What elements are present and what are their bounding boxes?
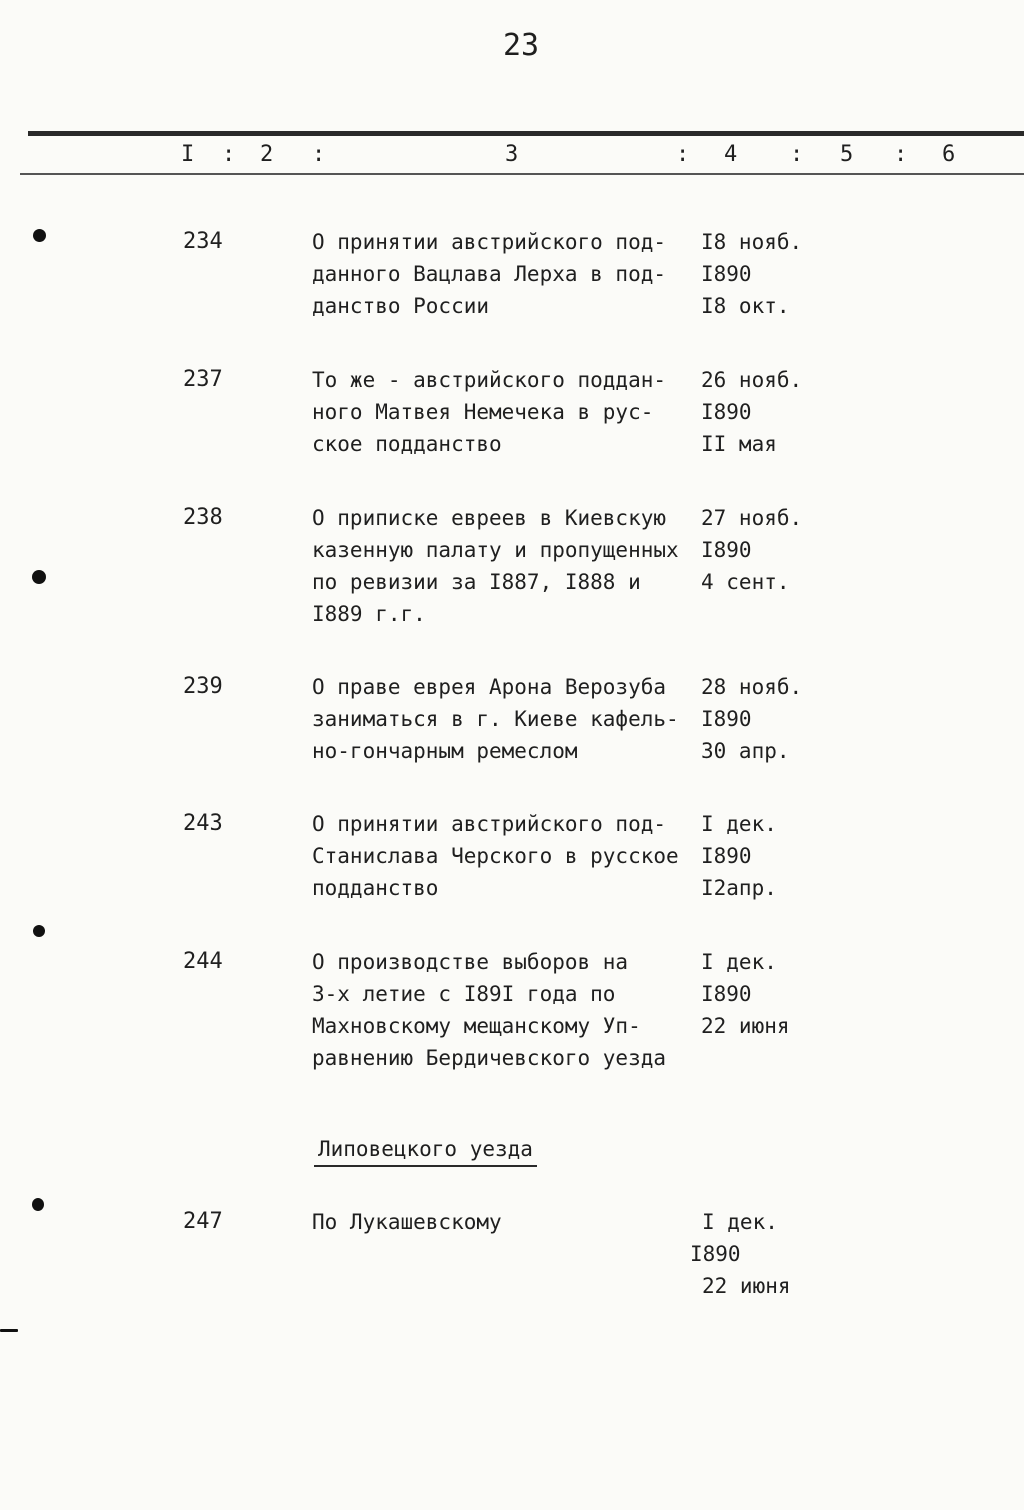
title-line: ское подданство (312, 432, 502, 456)
record-title (312, 671, 702, 767)
punch-hole-mark (32, 1198, 44, 1211)
date-line: I890 (701, 844, 752, 868)
title-line: О праве еврея Арона Верозуба (312, 675, 667, 699)
date-line: I8 нояб. (701, 230, 803, 254)
title-line: данного Вацлава Лерха в под- (312, 262, 667, 286)
record-dates (701, 226, 821, 322)
column-header-3: 3 (505, 142, 519, 167)
date-line: I890 (701, 538, 752, 562)
date-line: I дек. (701, 950, 777, 974)
title-line: по ревизии за I887, I888 и (312, 570, 641, 594)
title-line: но-гончарным ремеслом (312, 739, 578, 763)
date-line: I890 (701, 982, 752, 1006)
record-dates (701, 502, 821, 598)
column-separator: : (894, 142, 908, 167)
date-line: 28 нояб. (701, 675, 803, 699)
punch-hole-mark (33, 229, 46, 242)
record-title (312, 1206, 702, 1238)
column-header-6: 6 (942, 142, 956, 167)
record-title (312, 502, 702, 630)
record-number: 243 (183, 811, 223, 836)
title-line: По Лукашевскому (312, 1210, 502, 1234)
record-dates (690, 1206, 810, 1302)
title-line: О приписке евреев в Киевскую (312, 506, 667, 530)
title-line: ного Матвея Немечека в рус- (312, 400, 654, 424)
date-line: 27 нояб. (701, 506, 803, 530)
column-separator: : (222, 142, 236, 167)
date-line: I2апр. (701, 876, 777, 900)
record-number: 238 (183, 505, 223, 530)
record-title (312, 364, 702, 460)
record-number: 237 (183, 367, 223, 392)
date-line: 30 апр. (701, 739, 790, 763)
title-line: О принятии австрийского под- (312, 812, 667, 836)
title-line: Махновскому мещанскому Уп- (312, 1014, 641, 1038)
column-header-5: 5 (840, 142, 854, 167)
date-line: I дек. (701, 812, 777, 836)
title-line: Станислава Черского в русское (312, 844, 679, 868)
column-separator: : (676, 142, 690, 167)
title-line: I889 г.г. (312, 602, 426, 626)
date-line: 22 июня (702, 1274, 791, 1298)
record-title (312, 808, 702, 904)
date-line: 26 нояб. (701, 368, 803, 392)
date-line: I890 (701, 262, 752, 286)
record-number: 247 (183, 1209, 223, 1234)
record-dates (701, 808, 821, 904)
scan-edge-mark (0, 1329, 18, 1332)
date-line: 4 сент. (701, 570, 790, 594)
title-line: 3-х летие с I89I года по (312, 982, 616, 1006)
column-header-row (0, 142, 1024, 170)
record-title (312, 226, 702, 322)
column-header-1: I (181, 142, 195, 167)
date-line: I890 (701, 707, 752, 731)
title-line: данство России (312, 294, 490, 318)
date-line: I8 окт. (701, 294, 790, 318)
title-line: подданство (312, 876, 439, 900)
title-line: заниматься в г. Киеве кафель- (312, 707, 679, 731)
record-title (312, 946, 702, 1074)
punch-hole-mark (32, 570, 46, 584)
column-header-4: 4 (724, 142, 738, 167)
record-dates (701, 946, 821, 1042)
date-line: I890 (701, 400, 752, 424)
record-dates (701, 671, 821, 767)
title-line: О производстве выборов на (312, 950, 629, 974)
section-heading: Липовецкого уезда (314, 1137, 537, 1167)
record-dates (701, 364, 821, 460)
title-line: казенную палату и пропущенных (312, 538, 679, 562)
punch-hole-mark (33, 925, 45, 937)
title-line: равнению Бердичевского уезда (312, 1046, 667, 1070)
date-line: II мая (701, 432, 777, 456)
record-number: 244 (183, 949, 223, 974)
page-number: 23 (503, 28, 540, 63)
header-top-rule (28, 131, 1024, 136)
column-separator: : (790, 142, 804, 167)
header-bottom-rule (20, 173, 1024, 175)
record-number: 234 (183, 229, 223, 254)
record-number: 239 (183, 674, 223, 699)
column-separator: : (312, 142, 326, 167)
date-line: 22 июня (701, 1014, 790, 1038)
title-line: То же - австрийского поддан- (312, 368, 667, 392)
column-header-2: 2 (260, 142, 274, 167)
title-line: О принятии австрийского под- (312, 230, 667, 254)
date-line: I дек. (702, 1210, 778, 1234)
date-line: I890 (690, 1242, 741, 1266)
